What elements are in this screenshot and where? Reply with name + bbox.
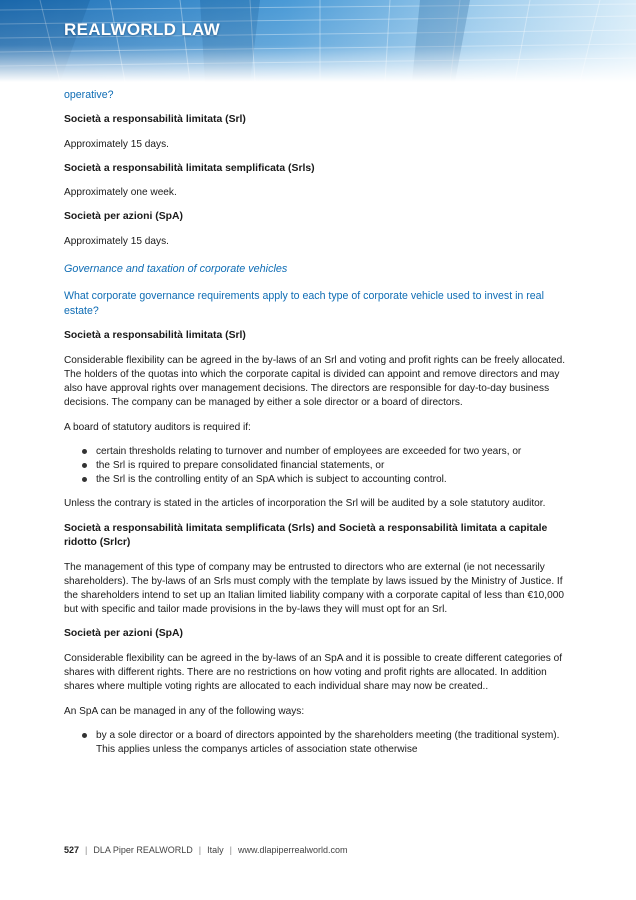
- paragraph: Approximately 15 days.: [64, 235, 169, 247]
- bullet-dot-icon: [82, 733, 87, 738]
- brand-title: REALWORLD LAW: [64, 20, 220, 39]
- list-item-text: the Srl is rquired to prepare consolidated financial statements, or: [96, 460, 385, 472]
- header-banner: [0, 0, 636, 82]
- paragraph: Considerable flexibility can be agreed in the by-laws of an SpA and it is possible to create different categories of shares with different rights. There are no restrictions on how voting and profit rights are allocated. In addition shares where multiple voting rights are allocated to each individual share may now be created..: [64, 652, 563, 693]
- question-tail: operative?: [64, 89, 114, 101]
- paragraph: Approximately 15 days.: [64, 138, 169, 150]
- heading-srl: Società a responsabilità limitata (Srl): [64, 330, 246, 342]
- section-title: Governance and taxation of corporate vehicles: [64, 263, 288, 276]
- footer-separator: |: [198, 845, 202, 855]
- paragraph: Unless the contrary is stated in the articles of incorporation the Srl will be audited by a sole statutory auditor.: [64, 498, 546, 510]
- paragraph: An SpA can be managed in any of the following ways:: [64, 705, 305, 717]
- paragraph: Considerable flexibility can be agreed in the by-laws of an Srl and voting and profit rights can be freely allocated. The holders of the quotas into which the corporate capital is divided can appoint and remove directors and may also have approval rights over management decisions. The directors are responsible for day-to-day business decisions. The company can be managed by either a sole director or a board of directors.: [64, 354, 566, 409]
- list-item: [64, 445, 576, 459]
- publication-name: DLA Piper REALWORLD: [93, 845, 193, 855]
- footer-separator: |: [85, 845, 88, 855]
- building-facade-image: [0, 0, 636, 82]
- heading-spa: Società per azioni (SpA): [64, 628, 183, 640]
- bullet-dot-icon: [82, 449, 87, 454]
- paragraph: Approximately one week.: [64, 187, 177, 199]
- bullet-list: [64, 445, 576, 488]
- list-item-text: certain thresholds relating to turnover and number of employees are exceeded for two years, or: [96, 445, 522, 457]
- list-item-text: the Srl is the controlling entity of an SpA which is subject to accounting control.: [96, 474, 447, 486]
- heading-srls-srlcr: Società a responsabilità limitata semplificata (Srls) and Società a responsabilità limitata a capitale ridotto (Srlcr): [64, 522, 548, 549]
- heading-srls: Società a responsabilità limitata semplificata (Srls): [64, 162, 315, 174]
- list-item: [64, 729, 576, 757]
- paragraph: The management of this type of company may be entrusted to directors who are external (ie not necessarily shareholders). The by-laws of an Srls must comply with the template by laws issued by the Ministry of Justice. If the shareholders intend to set up an Italian limited liability company with a corporate capital of less than €10,000 but with specific and tailor made provisions in the by-laws they will must opt for an Srl.: [64, 561, 564, 616]
- heading-srl: Società a responsabilità limitata (Srl): [64, 114, 246, 125]
- list-item-text: by a sole director or a board of directors appointed by the shareholders meeting (the traditional system). This applies unless the companys articles of association state otherwise: [96, 729, 560, 755]
- country-name: Italy: [207, 845, 224, 855]
- page-number: 527: [64, 845, 80, 855]
- question: What corporate governance requirements apply to each type of corporate vehicle used to invest in real estate?: [64, 290, 544, 318]
- page-content: [64, 88, 576, 757]
- page-footer: [64, 845, 348, 855]
- website-link[interactable]: www.dlapiperrealworld.com: [237, 845, 348, 855]
- bullet-list: [64, 729, 576, 757]
- paragraph: A board of statutory auditors is required if:: [64, 421, 251, 433]
- list-item: [64, 473, 576, 487]
- bullet-dot-icon: [82, 477, 87, 482]
- heading-spa: Società per azioni (SpA): [64, 211, 183, 223]
- footer-separator: |: [229, 845, 232, 855]
- bullet-dot-icon: [82, 463, 87, 468]
- list-item: [64, 459, 576, 473]
